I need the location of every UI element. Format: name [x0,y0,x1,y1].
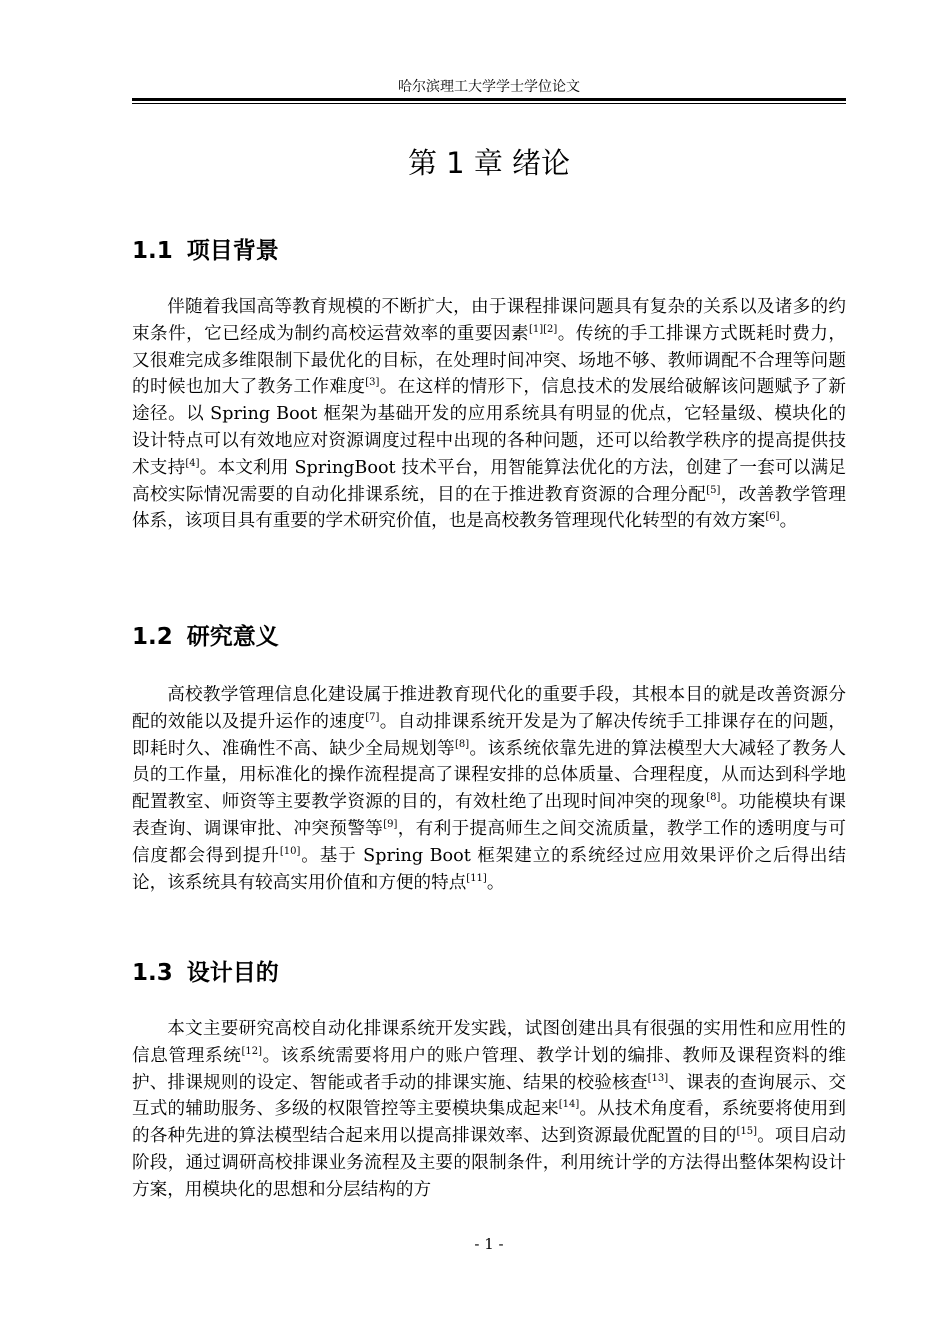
paragraph-text: 。该系统依靠先进的算法模型大大减轻了教务人员的工作量，用标准化的操作流程提高了课程安排的总体质量、合理程度，从而达到科学地配置教室、师资等主要教学资源的目的，有效杜绝了出现时间冲突的现象 [132,738,846,813]
citation-ref: [9] [383,818,398,830]
paragraph-text: 。本文利用 SpringBoot 技术平台，用智能算法优化的方法，创建了一套可以满足高校实际情况需要的自动化排课系统，目的在于推进教育资源的合理分配 [132,457,846,505]
citation-ref: [1][2] [528,323,558,335]
paragraph-text: 伴随着我国高等教育规模的不断扩大，由于课程排课问题具有复杂的关系以及诸多的约束条件，它已经成为制约高校运营效率的重要因素 [132,297,846,344]
section-number: 1.3 [132,960,173,986]
citation-ref: [6] [765,511,780,523]
header-rule-thin [132,103,846,104]
section-paragraph-1-1 [132,294,846,535]
citation-ref: [15] [736,1126,758,1138]
citation-ref: [12] [241,1045,263,1057]
section-paragraph-1-2 [132,682,846,896]
citation-ref: [13] [647,1072,669,1084]
header-rule-thick [132,98,846,101]
paragraph-text: 。该系统需要将用户的账户管理、教学计划的编排、教师及课程资料的维护、排课规则的设定、智能或者手动的排课实施、结果的校验核查 [132,1045,846,1093]
section-number: 1.2 [132,624,173,650]
section-heading-1-2 [132,622,846,652]
section-heading-1-1 [132,236,846,266]
citation-ref: [14] [558,1099,580,1111]
paragraph-text: ，改善教学管理体系，该项目具有重要的学术研究价值，也是高校教务管理现代化转型的有效方案 [132,484,846,532]
section-title: 研究意义 [186,624,279,650]
paragraph-text: 。 [779,511,798,532]
chapter-title: 第 1 章 绪论 [407,146,571,180]
citation-ref: [10] [279,845,301,857]
section-paragraph-1-3 [132,1016,846,1204]
page-number: - 1 - [474,1235,504,1253]
section-number: 1.1 [132,238,173,264]
citation-ref: [8] [455,738,470,750]
citation-ref: [5] [706,484,721,496]
citation-ref: [11] [466,872,487,884]
paragraph-text: ，有利于提高师生之间交流质量，教学工作的透明度与可信度都会得到提升 [132,818,846,866]
paragraph-text: 。项目启动阶段，通过调研高校排课业务流程及主要的限制条件，利用统计学的方法得出整体架构设计方案，用模块化的思想和分层结构的方 [132,1126,846,1200]
paragraph-text: 本文主要研究高校自动化排课系统开发实践，试图创建出具有很强的实用性和应用性的信息管理系统 [132,1019,846,1066]
section-title: 项目背景 [186,238,279,264]
paragraph-text: 。基于 Spring Boot 框架建立的系统经过应用效果评价之后得出结论，该系统具有较高实用价值和方便的特点 [132,845,846,893]
running-header: 哈尔滨理工大学学士学位论文 [398,79,580,95]
section-heading-1-3 [132,958,846,988]
paragraph-text: 高校教学管理信息化建设属于推进教育现代化的重要手段，其根本目的就是改善资源分配的效能以及提升运作的速度 [132,685,846,732]
citation-ref: [3] [365,377,380,389]
paragraph-text: 。自动排课系统开发是为了解决传统手工排课存在的问题，即耗时久、准确性不高、缺少全局规划等 [132,711,846,759]
paragraph-text: 。从技术角度看，系统要将使用到的各种先进的算法模型结合起来用以提高排课效率、达到资源最优配置的目的 [132,1099,846,1147]
paragraph-text: 。传统的手工排课方式既耗时费力，又很难完成多维限制下最优化的目标，在处理时间冲突、场地不够、教师调配不合理等问题的时候也加大了教务工作难度 [132,323,846,398]
section-title: 设计目的 [186,960,279,986]
paragraph-text: 、课表的查询展示、交互式的辅助服务、多级的权限管控等主要模块集成起来 [132,1072,846,1120]
paragraph-text: 。 [486,872,505,893]
paragraph-text: 。在这样的情形下，信息技术的发展给破解该问题赋予了新途径。以 Spring Boot 框架为基础开发的应用系统具有明显的优点，它轻量级、模块化的设计特点可以有效地应对资源调度过程中出现的各种问题，还可以给教学秩序的提高提供技术支持 [132,377,846,478]
citation-ref: [7] [365,711,380,723]
citation-ref: [8] [706,792,721,804]
paragraph-text: 。功能模块有课表查询、调课审批、冲突预警等 [132,792,846,839]
citation-ref: [4] [185,457,200,469]
